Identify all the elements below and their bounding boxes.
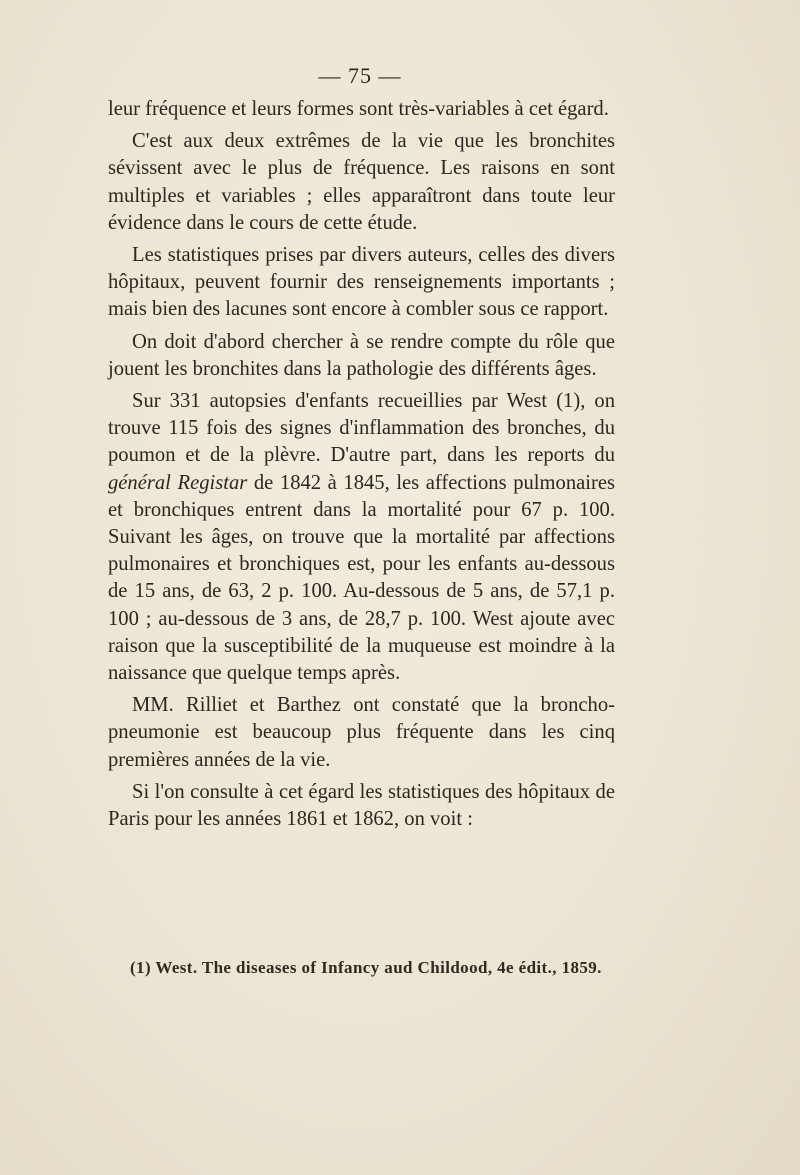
paragraph-5 (108, 388, 615, 687)
paragraph-2: C'est aux deux extrêmes de la vie que les bronchites sévissent avec le plus de fréquence. Les raisons en sont multiples et variables ; elles apparaîtront dans toute leur évidence dans le cours de cette étude. (108, 130, 615, 234)
paragraph-6: MM. Rilliet et Barthez ont constaté que la broncho-pneumonie est beaucoup plus fréquente dans les cinq premières années de la vie. (108, 694, 615, 771)
page-number: — 75 — (318, 63, 402, 88)
paragraph-1: leur fréquence et leurs formes sont très-variables à cet égard. (108, 98, 609, 120)
paragraph-5-text-a: Sur 331 autopsies d'enfants recueillies par West (1), on trouve 115 fois des signes d'inflammation des bronches, du poumon et de la plèvre. D'autre part, dans les reports du (108, 390, 615, 467)
paragraph-5-italic: général Registar (108, 471, 248, 494)
body-text (108, 96, 615, 838)
footnote: (1) West. The diseases of Infancy aud Childood, 4e édit., 1859. (130, 958, 602, 977)
paragraph-5-text-b: de 1842 à 1845, les affections pulmonaires et bronchiques entrent dans la mortalité pour 67 p. 100. Suivant les âges, on trouve que la mortalité par affections pulmonaires et bronchiques est, pour les enfants au-dessous de 15 ans, de 63, 2 p. 100. Au-dessous de 5 ans, de 57,1 p. 100 ; au-dessous de 3 ans, de 28,7 p. 100. West ajoute avec raison que la susceptibilité de la muqueuse est moindre à la naissance que quelque temps après. (108, 471, 615, 685)
paragraph-7: Si l'on consulte à cet égard les statistiques des hôpitaux de Paris pour les années 1861 et 1862, on voit : (108, 780, 615, 831)
paragraph-3: Les statistiques prises par divers auteurs, celles des divers hôpitaux, peuvent fournir des renseignements importants ; mais bien des lacunes sont encore à combler sous ce rapport. (108, 244, 615, 321)
paragraph-4: On doit d'abord chercher à se rendre compte du rôle que jouent les bronchites dans la pathologie des différents âges. (108, 330, 615, 380)
